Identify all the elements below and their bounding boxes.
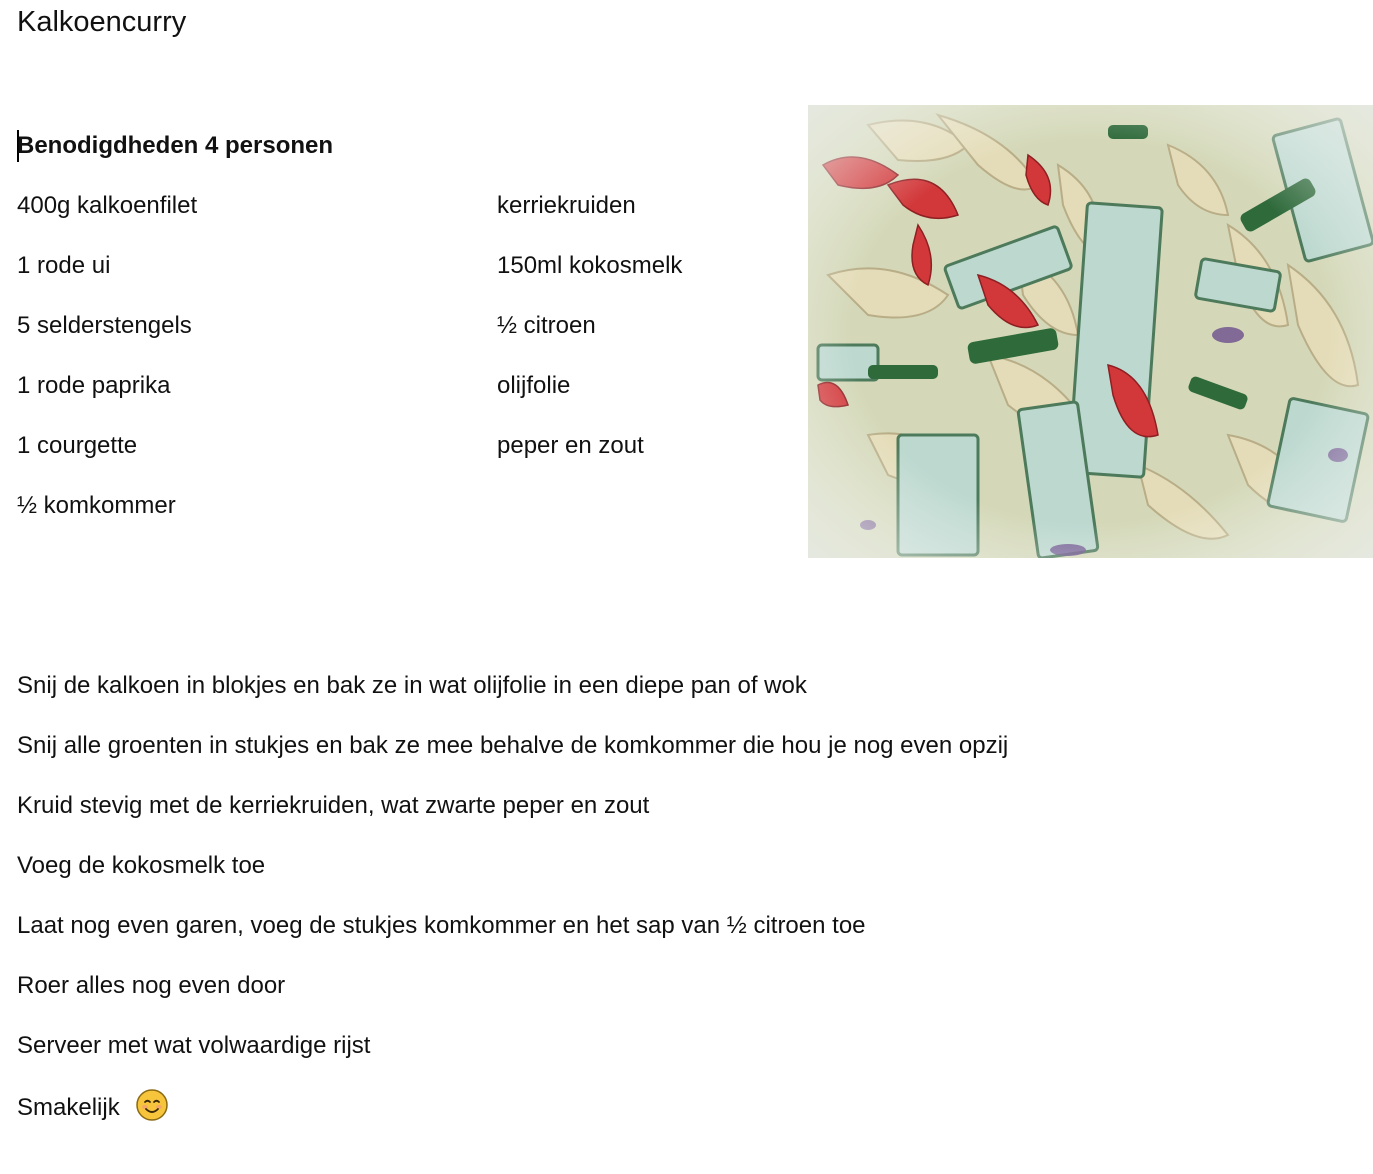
curry-photo <box>808 105 1373 558</box>
ingredient-item: 1 rode paprika <box>17 372 171 399</box>
ingredient-item: peper en zout <box>497 432 644 459</box>
preparation-steps <box>17 669 1008 1149</box>
ingredient-item: kerriekruiden <box>497 192 636 219</box>
closing-text: Smakelijk <box>17 1094 120 1121</box>
smiley-icon <box>136 1089 168 1121</box>
step-item: Snij alle groenten in stukjes en bak ze mee behalve de komkommer die hou je nog even opzij <box>17 732 1009 759</box>
ingredient-item: olijfolie <box>497 372 571 399</box>
ingredient-item: 150ml kokosmelk <box>497 252 683 279</box>
step-item: Snij de kalkoen in blokjes en bak ze in wat olijfolie in een diepe pan of wok <box>17 672 807 699</box>
ingredients-list-left <box>17 189 197 549</box>
step-item: Voeg de kokosmelk toe <box>17 852 266 879</box>
ingredient-item: ½ citroen <box>497 312 596 339</box>
step-item: Roer alles nog even door <box>17 972 286 999</box>
ingredient-item: ½ komkommer <box>17 492 176 519</box>
step-item: Kruid stevig met de kerriekruiden, wat zwarte peper en zout <box>17 792 650 819</box>
ingredient-item: 5 selderstengels <box>17 312 192 339</box>
ingredient-item: 1 rode ui <box>17 252 111 279</box>
step-item: Laat nog even garen, voeg de stukjes komkommer en het sap van ½ citroen toe <box>17 912 866 939</box>
closing-line <box>17 1089 1008 1149</box>
ingredient-item: 400g kalkoenfilet <box>17 192 198 219</box>
document-title: Kalkoencurry <box>17 6 187 38</box>
step-item: Serveer met wat volwaardige rijst <box>17 1032 371 1059</box>
ingredient-item: 1 courgette <box>17 432 138 459</box>
ingredients-list-right <box>497 189 682 489</box>
ingredients-heading: Benodigdheden 4 personen <box>17 132 334 159</box>
